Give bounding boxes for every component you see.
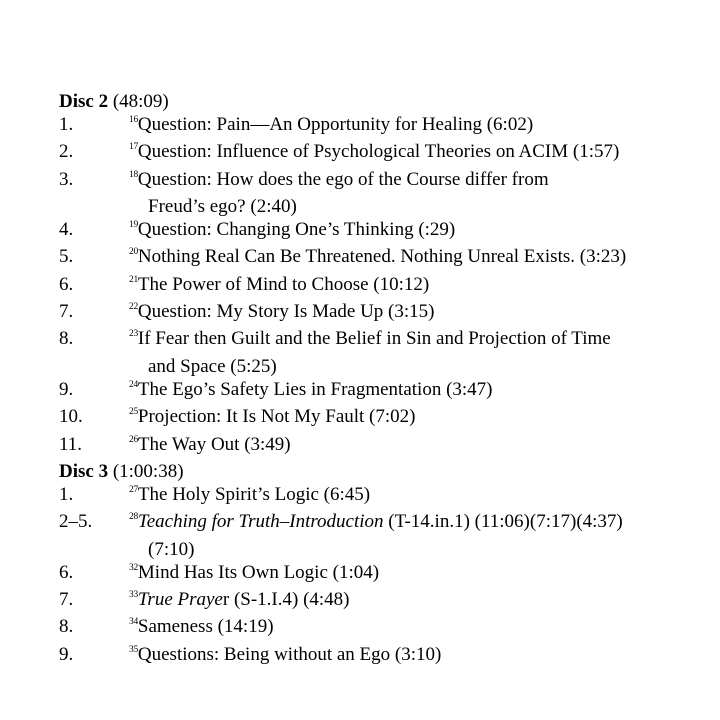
footnote-marker: 16 bbox=[129, 115, 138, 125]
track-title: The Way Out (3:49) bbox=[137, 433, 291, 455]
disc-heading bbox=[59, 91, 699, 113]
track-item bbox=[59, 483, 699, 510]
footnote-marker: 28 bbox=[129, 512, 138, 523]
track-number: 6. bbox=[59, 273, 74, 295]
track-item bbox=[59, 588, 699, 615]
track-number: 2–5. bbox=[59, 511, 93, 533]
track-title: The Power of Mind to Choose (10:12) bbox=[137, 273, 430, 295]
track-title: The Ego’s Safety Lies in Fragmentation (3:47) bbox=[137, 378, 493, 400]
track-title: Projection: It Is Not My Fault (7:02) bbox=[137, 406, 416, 428]
track-number: 3. bbox=[59, 168, 74, 190]
track-item bbox=[59, 300, 699, 327]
track-title: r (S-1.I.4) (4:48) bbox=[222, 589, 350, 611]
track-item bbox=[59, 218, 699, 245]
track-number: 1. bbox=[59, 484, 74, 505]
track-number: 10. bbox=[59, 406, 83, 428]
track-title-italic: Teaching for Truth–Introduction bbox=[137, 511, 384, 533]
track-item bbox=[59, 405, 699, 432]
track-title: Question: My Story Is Made Up (3:15) bbox=[137, 301, 435, 323]
footnote-marker: 33 bbox=[129, 590, 138, 601]
track-title: Question: Pain—An Opportunity for Healing (6:02) bbox=[137, 114, 534, 135]
track-number: 7. bbox=[59, 589, 74, 611]
footnote-marker: 25 bbox=[129, 407, 138, 418]
track-item bbox=[59, 273, 699, 300]
footnote-marker: 26 bbox=[129, 434, 138, 445]
disc-duration: (48:09) bbox=[112, 91, 169, 112]
track-title: Nothing Real Can Be Threatened. Nothing Unreal Exists. (3:23) bbox=[137, 246, 627, 268]
track-title: The Holy Spirit’s Logic (6:45) bbox=[137, 484, 371, 505]
track-item bbox=[59, 113, 699, 140]
track-number: 2. bbox=[59, 141, 74, 163]
disc-2-section bbox=[59, 91, 699, 460]
footnote-marker: 24 bbox=[129, 379, 138, 390]
footnote-marker: 22 bbox=[129, 302, 138, 313]
track-number: 4. bbox=[59, 219, 74, 241]
track-item bbox=[59, 615, 699, 642]
track-item bbox=[59, 643, 699, 670]
track-title-italic: True Praye bbox=[137, 589, 223, 611]
footnote-marker: 34 bbox=[129, 617, 138, 628]
track-title: If Fear then Guilt and the Belief in Sin and Projection of Time bbox=[137, 328, 611, 350]
disc-3-section bbox=[59, 461, 699, 670]
track-title: Sameness (14:19) bbox=[137, 616, 274, 638]
track-number: 9. bbox=[59, 378, 74, 400]
track-number: 6. bbox=[59, 561, 74, 583]
footnote-marker: 18 bbox=[129, 169, 138, 180]
disc-duration: (1:00:38) bbox=[112, 461, 184, 482]
track-number: 9. bbox=[59, 643, 74, 665]
track-number: 8. bbox=[59, 328, 74, 350]
footnote-marker: 32 bbox=[129, 562, 138, 573]
footnote-marker: 20 bbox=[129, 247, 138, 258]
track-number: 8. bbox=[59, 616, 74, 638]
footnote-marker: 23 bbox=[129, 329, 138, 340]
track-title: Mind Has Its Own Logic (1:04) bbox=[137, 561, 380, 583]
track-number: 1. bbox=[59, 114, 74, 135]
track-item bbox=[59, 168, 699, 219]
track-item bbox=[59, 510, 699, 561]
disc-heading bbox=[59, 461, 699, 483]
track-title-continuation: (7:10) bbox=[148, 538, 195, 560]
disc-label: Disc 2 bbox=[59, 91, 109, 112]
track-title-continuation: and Space (5:25) bbox=[148, 355, 277, 377]
footnote-marker: 21 bbox=[129, 274, 138, 285]
track-item bbox=[59, 378, 699, 405]
footnote-marker: 27 bbox=[129, 485, 138, 495]
track-title: Question: How does the ego of the Course differ from bbox=[137, 168, 549, 190]
footnote-marker: 35 bbox=[129, 644, 138, 655]
footnote-marker: 17 bbox=[129, 142, 138, 153]
footnote-marker: 19 bbox=[129, 220, 138, 231]
track-number: 11. bbox=[59, 433, 83, 455]
track-item bbox=[59, 245, 699, 272]
track-title: Question: Changing One’s Thinking (:29) bbox=[137, 219, 456, 241]
track-item bbox=[59, 327, 699, 378]
track-number: 7. bbox=[59, 301, 74, 323]
track-title-continuation: Freud’s ego? (2:40) bbox=[148, 195, 297, 217]
track-title: Questions: Being without an Ego (3:10) bbox=[137, 643, 442, 665]
disc-label: Disc 3 bbox=[59, 461, 109, 482]
track-title: Question: Influence of Psychological Theories on ACIM (1:57) bbox=[137, 141, 620, 163]
track-number: 5. bbox=[59, 246, 74, 268]
track-title: (T-14.in.1) (11:06)(7:17)(4:37) bbox=[383, 511, 623, 533]
track-item bbox=[59, 140, 699, 167]
track-item bbox=[59, 433, 699, 460]
track-item bbox=[59, 561, 699, 588]
